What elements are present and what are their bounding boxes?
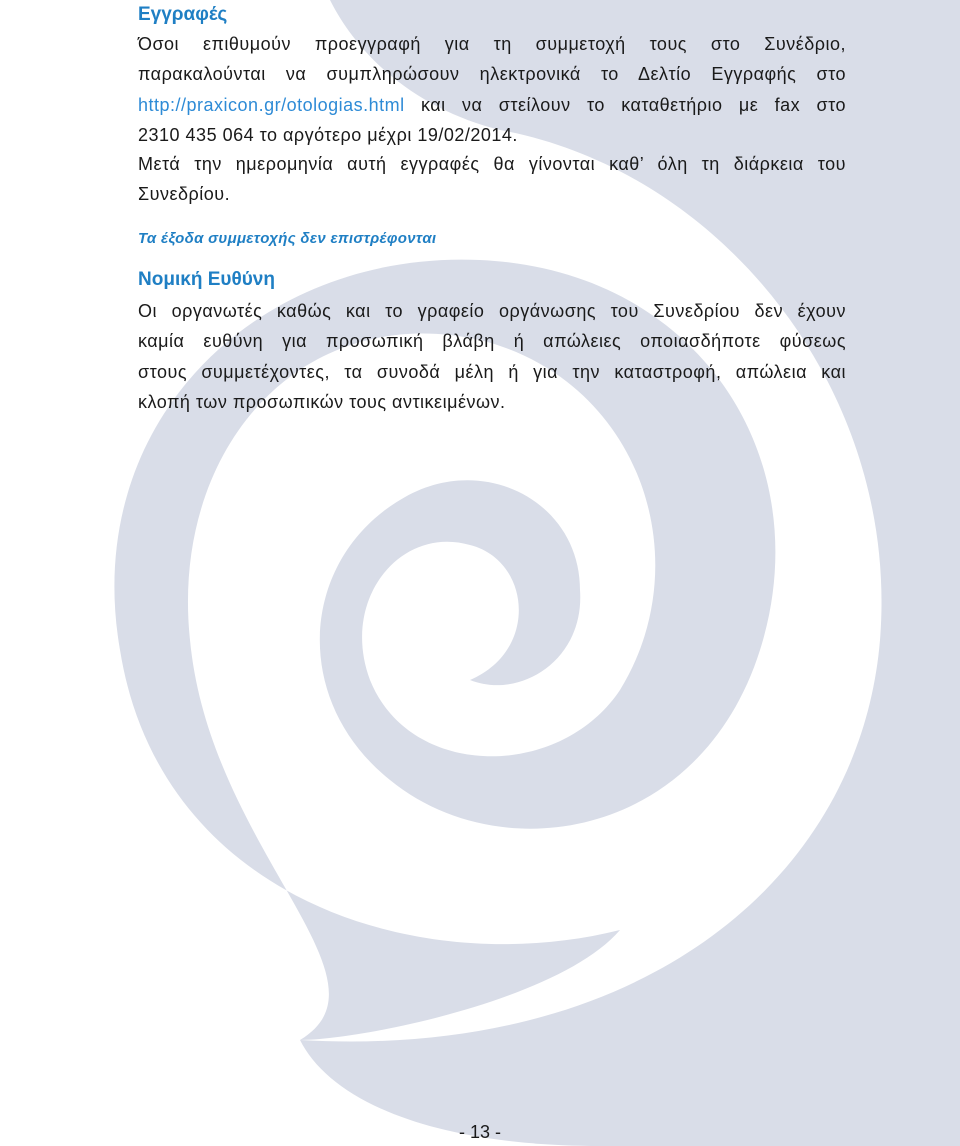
late-registration-paragraph (138, 149, 846, 210)
liability-heading: Νομική Ευθύνη (138, 269, 275, 290)
paragraph-line: Οι οργανωτές καθώς και το γραφείο οργάνωσης του Συνεδρίου δεν έχουν (138, 301, 846, 321)
no-refund-note: Τα έξοδα συμμετοχής δεν επιστρέφονται (138, 230, 437, 247)
paragraph-line (138, 90, 846, 120)
paragraph-line: Όσοι επιθυμούν προεγγραφή για τη συμμετοχή τους στο Συνέδριο, (138, 34, 846, 54)
page-number: - 13 - (458, 1122, 501, 1142)
liability-paragraph (138, 296, 846, 417)
registration-form-link[interactable]: http://praxicon.gr/otologias.html (138, 94, 405, 115)
paragraph-line: 2310 435 064 το αργότερο μέχρι 19/02/2014. (138, 124, 518, 145)
registration-paragraph (138, 29, 846, 150)
paragraph-line: Συνεδρίου. (138, 184, 231, 205)
paragraph-line: Μετά την ημερομηνία αυτή εγγραφές θα γίνονται καθ’ όλη τη διάρκεια του (138, 154, 846, 174)
paragraph-line: καμία ευθύνη για προσωπική βλάβη ή απώλειες οποιασδήποτε φύσεως (138, 331, 846, 352)
paragraph-line: κλοπή των προσωπικών τους αντικειμένων. (138, 391, 506, 412)
paragraph-text: και να στείλουν το καταθετήριο με fax στο (404, 94, 846, 115)
paragraph-line: στους συμμετέχοντες, τα συνοδά μέλη ή για την καταστροφή, απώλεια και (138, 361, 846, 382)
registration-heading: Εγγραφές (138, 4, 228, 25)
paragraph-line: παρακαλούνται να συμπληρώσουν ηλεκτρονικά το Δελτίο Εγγραφής στο (138, 64, 846, 85)
